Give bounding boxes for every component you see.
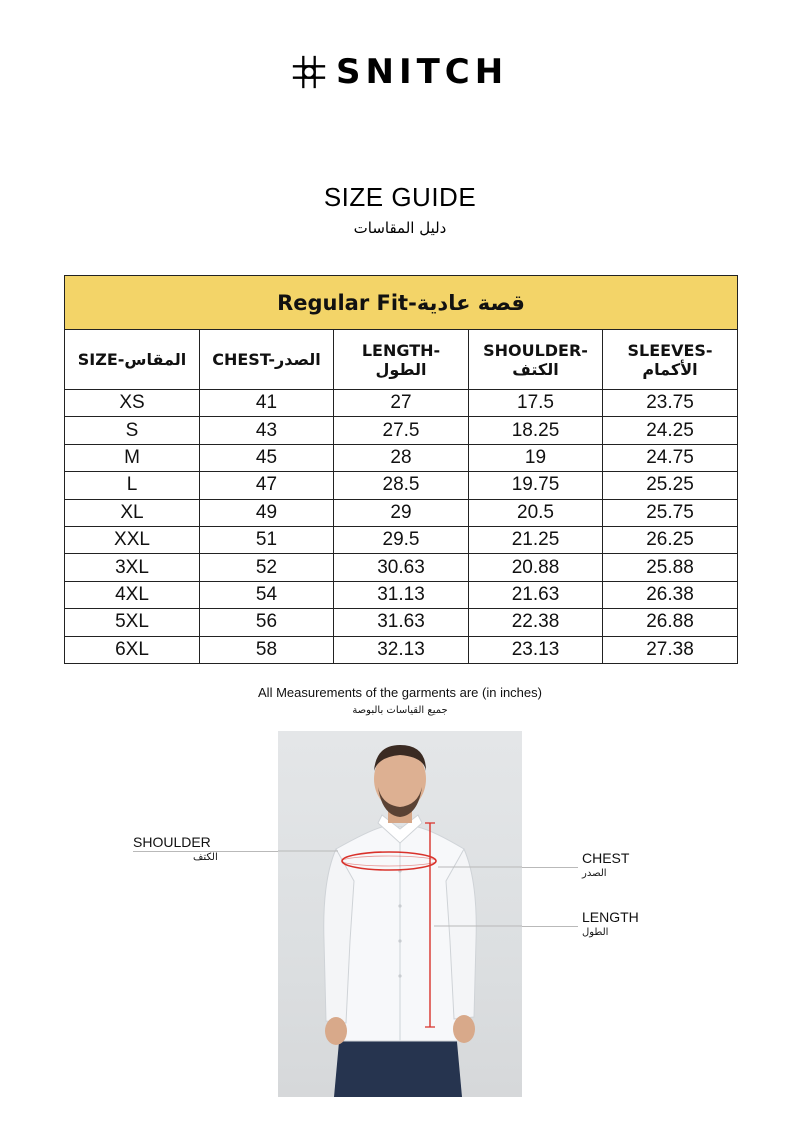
cell-chest: 45 (200, 444, 334, 471)
page-subtitle-arabic: دليل المقاسات (353, 219, 447, 237)
model-photo (278, 731, 522, 1097)
cell-sleeves: 25.88 (603, 554, 738, 581)
column-header-length (334, 330, 469, 390)
column-header-length-ar: الطول (375, 359, 427, 379)
cell-length: 28 (334, 444, 469, 471)
cell-shoulder: 21.25 (469, 526, 603, 553)
cell-size: XS (65, 390, 200, 417)
column-header-sleeves-ar: الأكمام (642, 359, 698, 379)
column-header-shoulder (469, 330, 603, 390)
cell-length: 32.13 (334, 636, 469, 663)
cell-chest: 51 (200, 526, 334, 553)
measurement-note: All Measurements of the garments are (in inches) (258, 685, 542, 700)
snitch-grid-logo-icon (290, 53, 328, 91)
cell-size: M (65, 444, 200, 471)
column-header-length-en: LENGTH- (361, 340, 441, 360)
column-header-chest (200, 330, 334, 390)
column-header-size-en: SIZE- (77, 350, 125, 369)
cell-shoulder: 23.13 (469, 636, 603, 663)
cell-sleeves: 26.25 (603, 526, 738, 553)
cell-shoulder: 19 (469, 444, 603, 471)
length-guide-line (522, 926, 578, 927)
cell-size: S (65, 417, 200, 444)
cell-size: XL (65, 499, 200, 526)
cell-sleeves: 25.75 (603, 499, 738, 526)
page-title: SIZE GUIDE (323, 182, 477, 212)
column-header-chest-en: CHEST- (212, 350, 276, 369)
cell-chest: 43 (200, 417, 334, 444)
chest-label-arabic: الصدر (582, 868, 607, 879)
column-header-shoulder-en: SHOULDER- (483, 340, 588, 360)
table-row (65, 526, 738, 553)
cell-length: 27 (334, 390, 469, 417)
cell-length: 31.63 (334, 609, 469, 636)
cell-sleeves: 24.75 (603, 444, 738, 471)
cell-sleeves: 26.88 (603, 609, 738, 636)
cell-chest: 58 (200, 636, 334, 663)
cell-length: 28.5 (334, 472, 469, 499)
table-row (65, 444, 738, 471)
cell-length: 31.13 (334, 581, 469, 608)
cell-shoulder: 22.38 (469, 609, 603, 636)
cell-sleeves: 26.38 (603, 581, 738, 608)
cell-shoulder: 17.5 (469, 390, 603, 417)
column-header-shoulder-ar: الكتف (512, 359, 559, 379)
size-table-body (65, 390, 738, 664)
cell-chest: 47 (200, 472, 334, 499)
cell-chest: 41 (200, 390, 334, 417)
table-row (65, 390, 738, 417)
column-header-sleeves-en: SLEEVES- (627, 340, 713, 360)
cell-size: 5XL (65, 609, 200, 636)
cell-sleeves: 25.25 (603, 472, 738, 499)
length-label: LENGTH (582, 909, 639, 925)
column-header-sleeves (603, 330, 738, 390)
cell-chest: 49 (200, 499, 334, 526)
shoulder-label: SHOULDER (133, 834, 211, 850)
shoulder-label-arabic: الكتف (193, 852, 218, 863)
cell-chest: 54 (200, 581, 334, 608)
model-shirt (334, 827, 468, 1041)
cell-size: XXL (65, 526, 200, 553)
chest-label: CHEST (582, 850, 630, 866)
shoulder-guide-line (133, 851, 278, 852)
table-row (65, 609, 738, 636)
cell-length: 29.5 (334, 526, 469, 553)
brand-logo (290, 50, 520, 94)
cell-length: 29 (334, 499, 469, 526)
model-illustration (278, 731, 522, 1097)
cell-sleeves: 24.25 (603, 417, 738, 444)
fit-title-row (65, 276, 738, 330)
cell-length: 30.63 (334, 554, 469, 581)
cell-shoulder: 20.88 (469, 554, 603, 581)
length-label-arabic: الطول (582, 927, 609, 938)
column-header-row (65, 330, 738, 390)
cell-chest: 52 (200, 554, 334, 581)
column-header-chest-ar: الصدر (275, 350, 321, 369)
measurement-note-arabic: جميع القياسات بالبوصة (352, 705, 448, 716)
chest-guide-line (522, 867, 578, 868)
cell-size: 3XL (65, 554, 200, 581)
cell-shoulder: 21.63 (469, 581, 603, 608)
cell-size: L (65, 472, 200, 499)
table-row (65, 472, 738, 499)
table-row (65, 554, 738, 581)
table-row (65, 636, 738, 663)
cell-shoulder: 19.75 (469, 472, 603, 499)
cell-sleeves: 23.75 (603, 390, 738, 417)
model-left-hand (325, 1017, 347, 1045)
column-header-size-ar: المقاس (124, 350, 187, 369)
cell-size: 4XL (65, 581, 200, 608)
table-row (65, 499, 738, 526)
brand-name: SNITCH (336, 52, 509, 92)
cell-size: 6XL (65, 636, 200, 663)
size-chart-table (64, 275, 738, 664)
cell-chest: 56 (200, 609, 334, 636)
cell-sleeves: 27.38 (603, 636, 738, 663)
cell-length: 27.5 (334, 417, 469, 444)
cell-shoulder: 18.25 (469, 417, 603, 444)
cell-shoulder: 20.5 (469, 499, 603, 526)
table-row (65, 417, 738, 444)
model-right-hand (453, 1015, 475, 1043)
column-header-size (65, 330, 200, 390)
fit-title: Regular Fit-قصة عادية (65, 276, 738, 330)
table-row (65, 581, 738, 608)
